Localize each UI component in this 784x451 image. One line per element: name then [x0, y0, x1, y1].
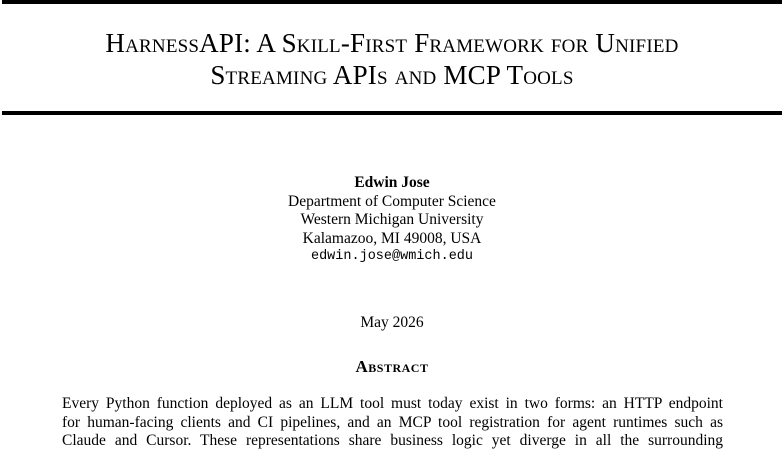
title-line-2: Streaming APIs and MCP Tools: [210, 60, 574, 90]
title-top-rule: [2, 0, 782, 4]
paper-title: [0, 27, 784, 91]
title-bottom-rule: [2, 111, 782, 115]
author-name: Edwin Jose: [354, 174, 430, 191]
abstract-body: [62, 395, 723, 451]
abstract-heading: Abstract: [355, 357, 429, 376]
abstract-line-3: Claude and Cursor. These representations share business logic yet diverge in all the surrounding: [62, 432, 723, 449]
abstract-line-2: for human-facing clients and CI pipelines, and an MCP tool registration for agent runtimes such as: [62, 413, 723, 431]
paper-date: May 2026: [360, 314, 424, 331]
author-department: Department of Computer Science: [288, 192, 496, 210]
abstract-line-1: Every Python function deployed as an LLM tool must today exist in two forms: an HTTP endpoint: [62, 395, 723, 412]
title-line-1: HarnessAPI: A Skill-First Framework for Unified: [105, 28, 679, 58]
author-address: Kalamazoo, MI 49008, USA: [302, 229, 482, 247]
author-university: Western Michigan University: [300, 211, 484, 228]
author-email[interactable]: edwin.jose@wmich.edu: [310, 249, 474, 264]
author-block: [0, 174, 784, 267]
